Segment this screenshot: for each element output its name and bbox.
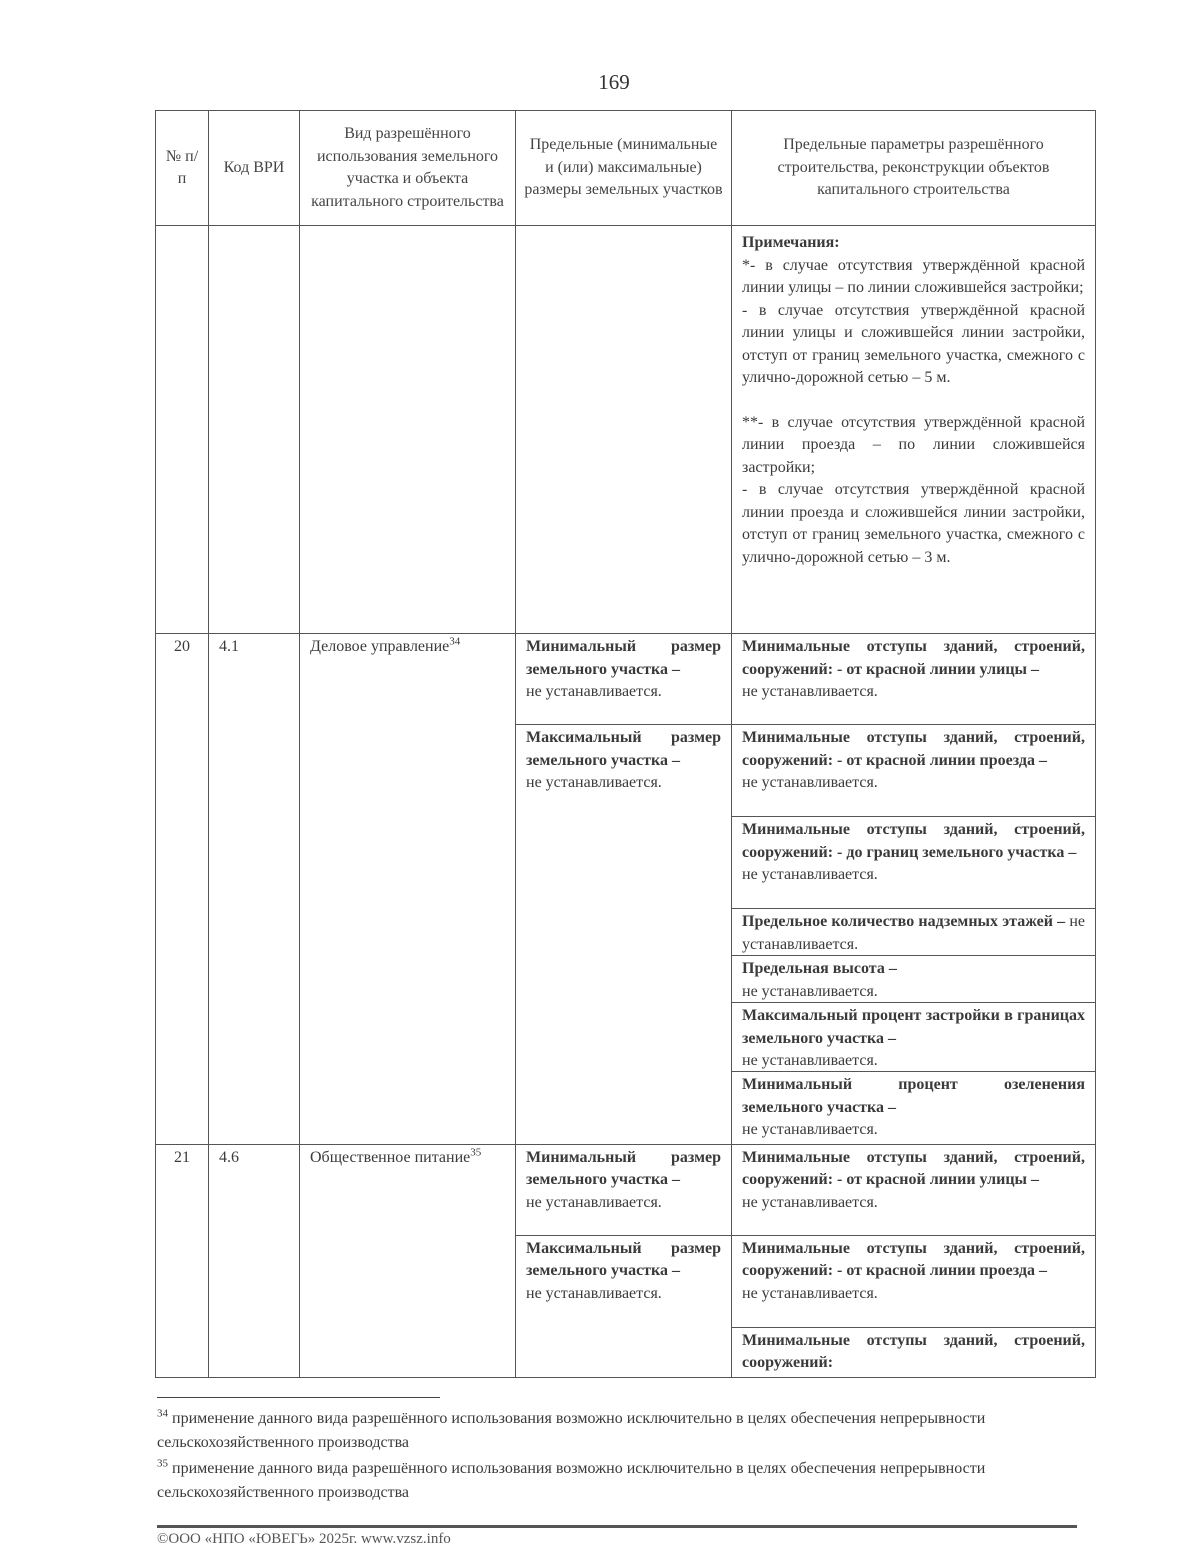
param-label: Предельная высота – [742,960,897,977]
footnote-mark: 35 [157,1457,168,1470]
param-label: Минимальные отступы зданий, строений, сооружений: [742,1331,1085,1371]
param-value: не устанавливается. [742,683,878,700]
row-vid-text: Деловое управление [310,638,450,655]
row-num: 20 [156,634,209,1145]
param-label: Предельное количество надземных этажей – [742,913,1066,930]
size-label: Минимальный размер земельного участка – [526,1148,721,1188]
note-line: *- в случае отсутствия утверждённой красной линии улицы – по линии сложившейся застройки; [742,256,1085,296]
row-vid [300,634,516,1145]
table-row-notes [156,226,1096,634]
params-cell [732,1144,1096,1377]
footnote-ref: 34 [449,635,461,648]
notes-cell [732,226,1096,634]
footnote-text: применение данного вида разрешённого использования возможно исключительно в целях обеспечения непрерывности сельскохозяйственного производства [157,1410,986,1451]
row-vid [300,1144,516,1377]
size-entry [516,634,731,724]
param-value: не устанавливается. [742,982,878,1000]
param-entry [732,1235,1095,1327]
table-row [156,634,1096,1145]
param-value: не устанавливается. [742,1284,878,1302]
param-label: Максимальный процент застройки в границах земельного участка – [742,1007,1085,1047]
page-number: 169 [598,70,630,94]
header-sizes: Предельные (минимальные и (или) максимальные) размеры земельных участков [516,111,732,226]
param-entry [732,1145,1095,1235]
footnote [157,1457,1087,1505]
param-value: не устанавливается. [742,1052,878,1069]
footer-text: ©ООО «НПО «ЮВЕГЬ» 2025г. www.vzsz.info [157,1531,451,1547]
size-value: не устанавливается. [526,1284,662,1302]
empty-cell [516,226,732,634]
table-header-row [156,111,1096,226]
size-entry [516,1235,731,1308]
param-entry [732,955,1095,1002]
param-label: Минимальные отступы зданий, строений, сооружений: - от красной линии проезда – [742,729,1085,769]
size-label: Максимальный размер земельного участка – [526,1239,721,1279]
note-line: - в случае отсутствия утверждённой красной линии проезда и сложившейся линии застройки, отступ от границ земельного участка, смежного с улично-дорожной сетью – 3 м. [742,481,1085,566]
sizes-cell [516,634,732,1145]
param-entry [732,634,1095,724]
param-entry [732,908,1095,955]
param-value: не устанавливается. [742,1121,878,1138]
size-entry [516,724,731,797]
row-num: 21 [156,1144,209,1377]
param-entry [732,1071,1095,1144]
header-num: № п/п [156,111,209,226]
param-value: не устанавливается. [742,913,1085,953]
param-label: Минимальный процент озеленения земельного участка – [742,1076,1085,1116]
size-label: Минимальный размер земельного участка – [526,638,721,678]
row-code: 4.6 [209,1144,300,1377]
params-cell [732,634,1096,1145]
param-entry [732,816,1095,908]
footer-divider [157,1525,1077,1528]
param-label: Минимальные отступы зданий, строений, сооружений: - до границ земельного участка – [742,821,1085,861]
row-code: 4.1 [209,634,300,1145]
empty-cell [209,226,300,634]
empty-cell [300,226,516,634]
param-entry [732,1327,1095,1377]
empty-cell [156,226,209,634]
param-value: не устанавливается. [742,1193,878,1211]
size-value: не устанавливается. [526,774,662,791]
size-entry [516,1145,731,1235]
sizes-cell [516,1144,732,1377]
header-params: Предельные параметры разрешённого строительства, реконструкции объектов капитального строительства [732,111,1096,226]
footnote [157,1407,1087,1455]
regulations-table [155,110,1096,1378]
param-value: не устанавливается. [742,866,878,883]
param-entry [732,1002,1095,1071]
size-label: Максимальный размер земельного участка – [526,729,721,769]
param-label: Минимальные отступы зданий, строений, сооружений: - от красной линии проезда – [742,1239,1085,1279]
header-vid: Вид разрешённого использования земельного участка и объекта капитального строительства [300,111,516,226]
size-value: не устанавливается. [526,683,662,700]
footnote-text: применение данного вида разрешённого использования возможно исключительно в целях обеспечения непрерывности сельскохозяйственного производства [157,1460,986,1501]
row-vid-text: Общественное питание [310,1148,471,1166]
size-value: не устанавливается. [526,1193,662,1211]
param-label: Минимальные отступы зданий, строений, сооружений: - от красной линии улицы – [742,1148,1085,1188]
footnote-ref: 35 [470,1146,482,1159]
footnote-mark: 34 [157,1407,168,1420]
header-code: Код ВРИ [209,111,300,226]
table-row [156,1144,1096,1377]
footnote-divider [157,1397,440,1398]
note-line: **- в случае отсутствия утверждённой красной линии проезда – по линии сложившейся застройки; [742,413,1085,476]
param-label: Минимальные отступы зданий, строений, сооружений: - от красной линии улицы – [742,638,1085,678]
notes-title: Примечания: [742,234,840,251]
note-line: - в случае отсутствия утверждённой красной линии улицы и сложившейся линии застройки, отступ от границ земельного участка, смежного с улично-дорожной сетью – 5 м. [742,301,1085,386]
param-entry [732,724,1095,816]
param-value: не устанавливается. [742,774,878,791]
